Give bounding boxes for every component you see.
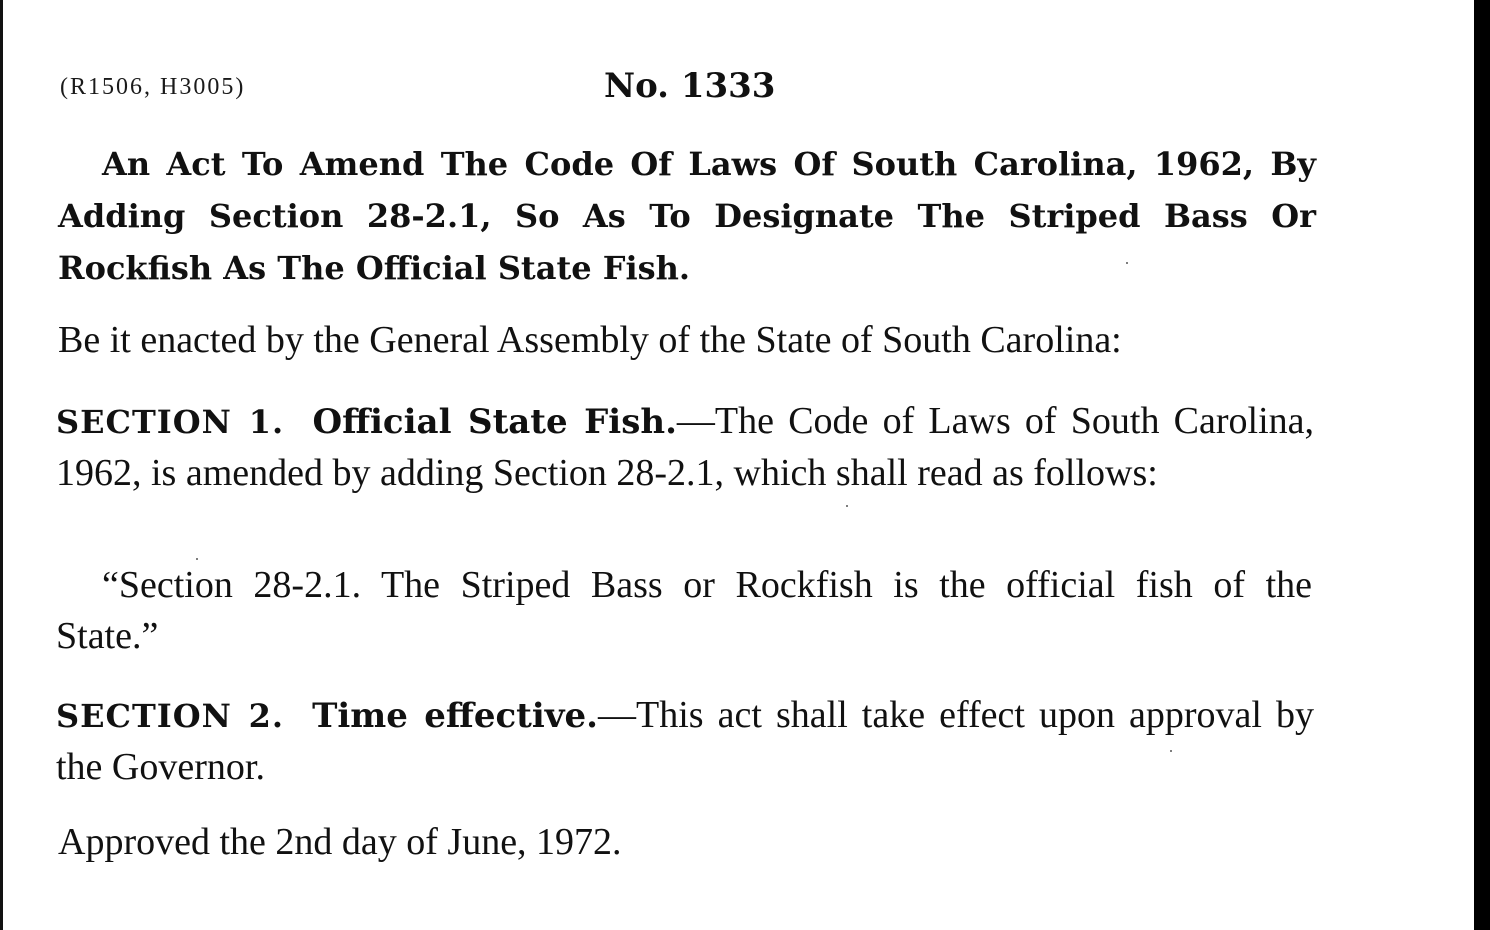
enacting-clause: Be it enacted by the General Assembly of the State of South Carolina: [58,319,1122,361]
scan-edge-right [1474,0,1490,930]
scan-speck [1126,262,1128,264]
section-2-heading: Time effective. [312,696,599,736]
bill-reference: (R1506, H3005) [60,74,246,100]
scan-speck [196,558,198,560]
act-number: No. 1333 [604,66,776,106]
section-1 [56,396,1314,499]
section-2 [56,690,1314,793]
approval-line: Approved the 2nd day of June, 1972. [58,821,622,863]
section-1-text: —The Code of Laws of South Carolina, 1962, is amended by adding Section 28-2.1, which shall read as follows: [56,400,1314,494]
scan-edge-left [0,0,3,930]
section-2-text: —This act shall take effect upon approval by the Governor. [56,694,1315,788]
scan-speck [1170,750,1172,752]
scan-speck [846,505,848,507]
quoted-section: “Section 28-2.1. The Striped Bass or Rockfish is the official fish of the State.” [56,564,1312,657]
section-2-number: SECTION 2. [56,697,284,735]
section-1-heading: Official State Fish. [312,402,677,442]
act-title: An Act To Amend The Code Of Laws Of South Carolina, 1962, By Adding Section 28-2.1, So As To Designate The Striped Bass Or Rockfish As The Official State Fish. [58,145,1316,287]
section-1-number: SECTION 1. [56,403,285,441]
